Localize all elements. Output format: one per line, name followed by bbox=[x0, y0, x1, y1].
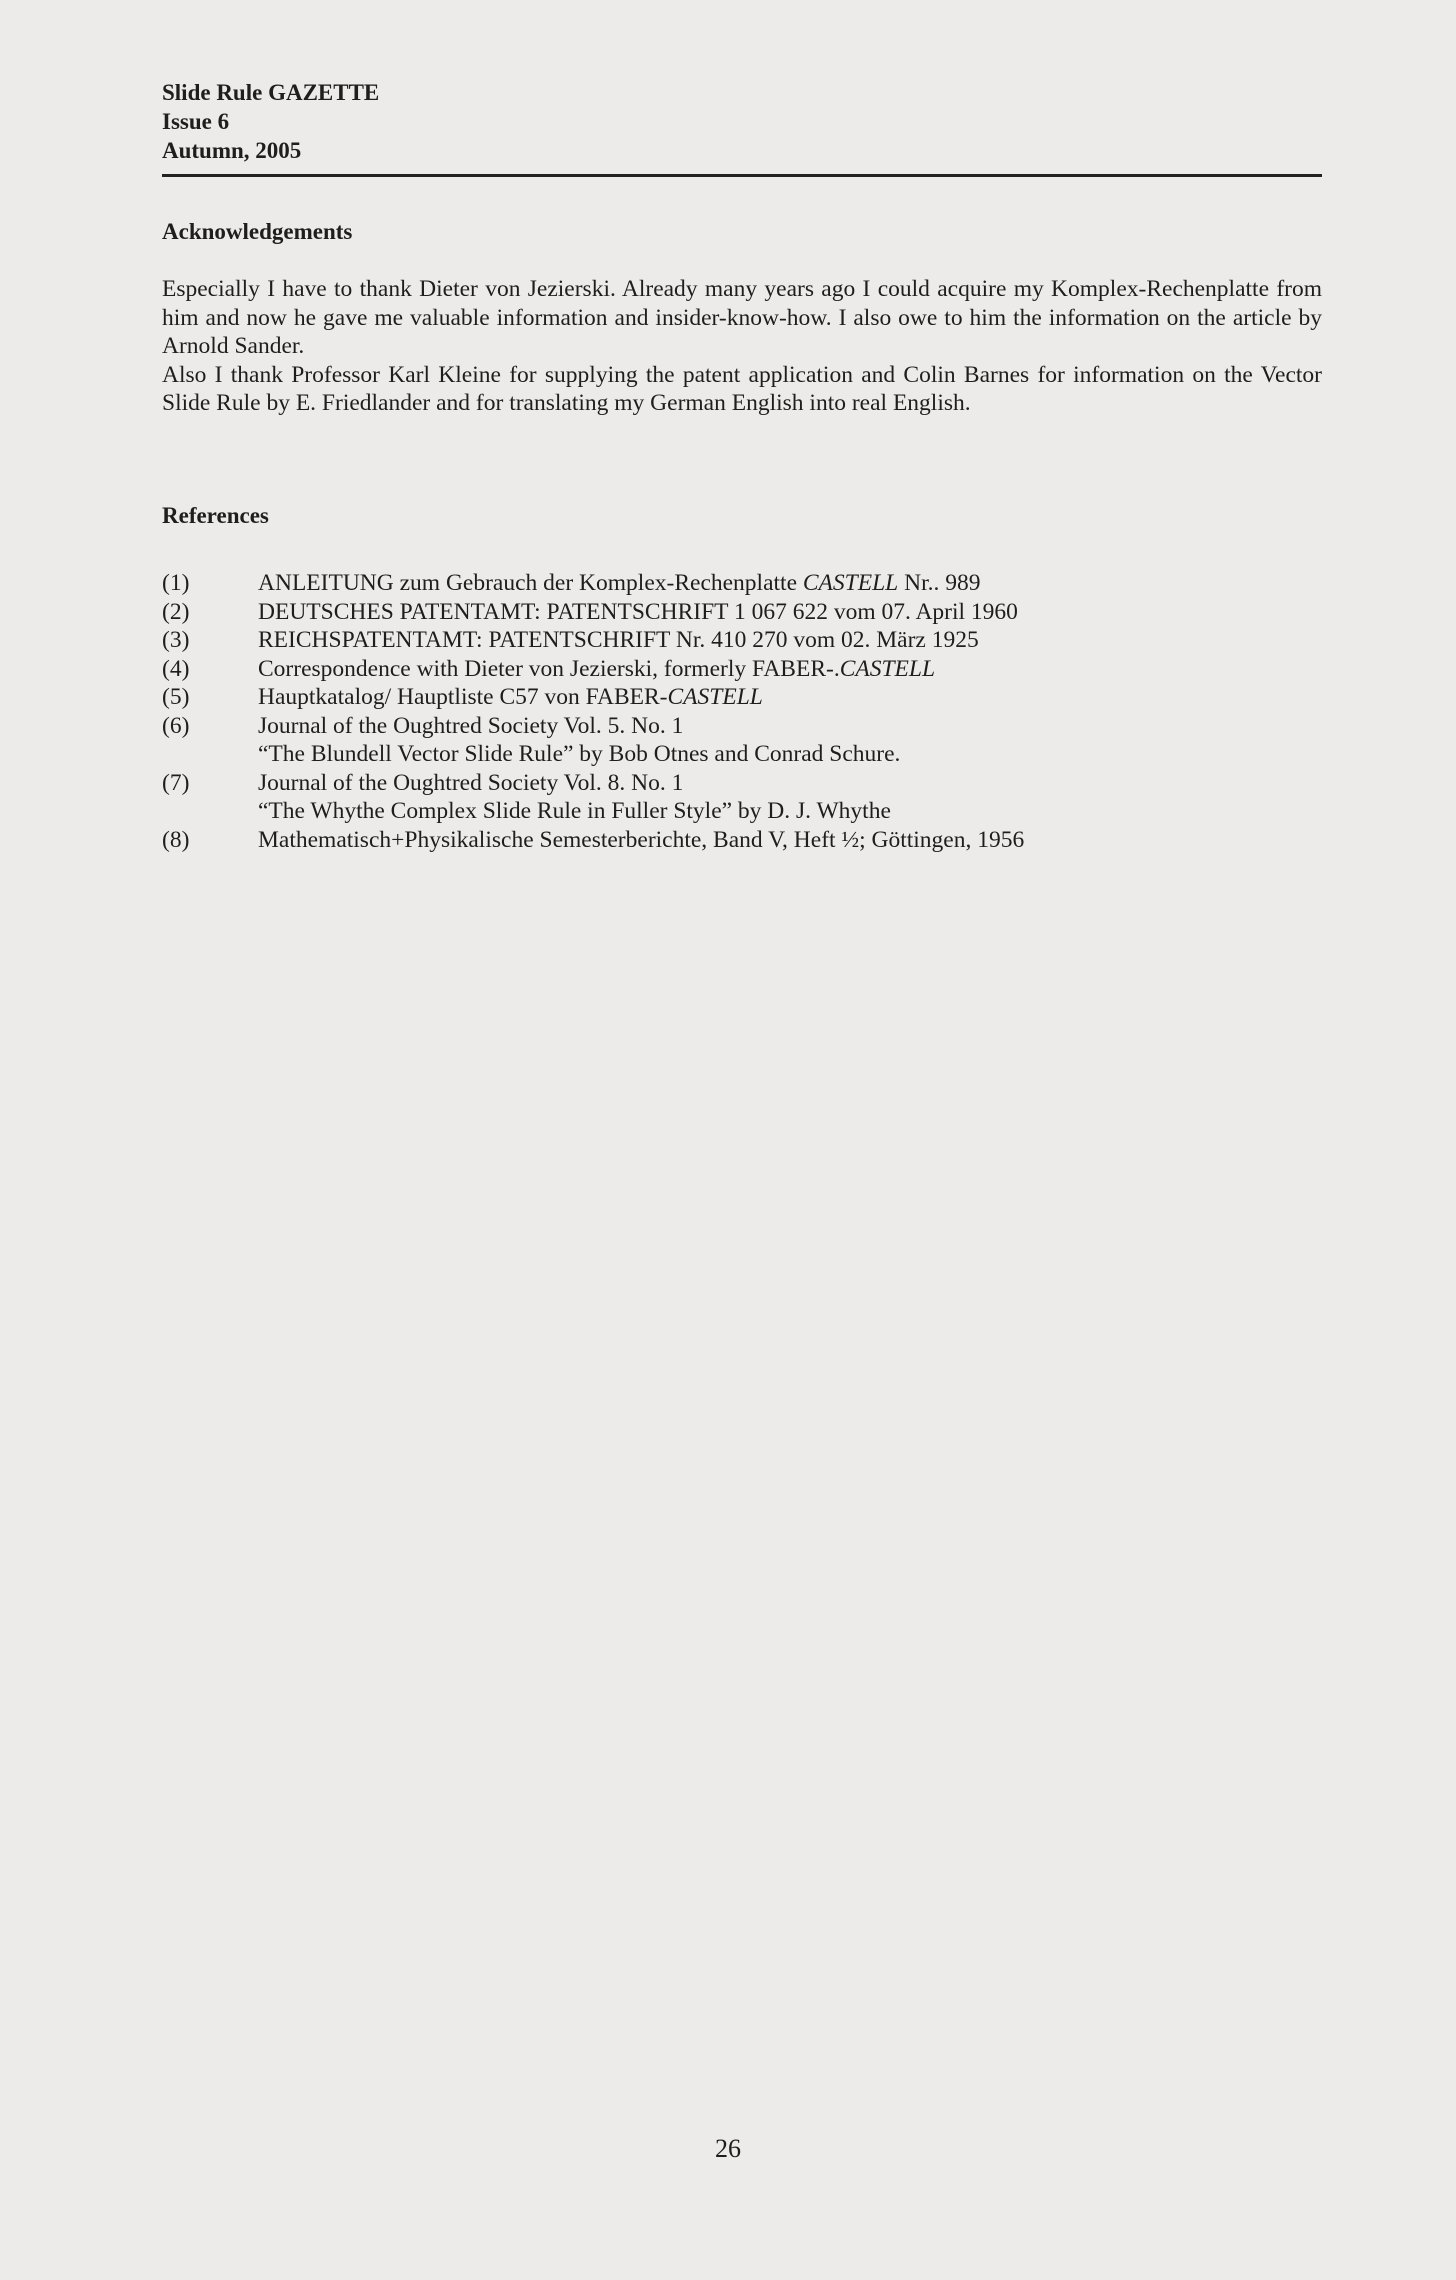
reference-item bbox=[162, 569, 1322, 598]
reference-item bbox=[162, 712, 1322, 769]
reference-number: (5) bbox=[162, 684, 190, 710]
reference-text bbox=[258, 569, 1322, 598]
reference-line bbox=[258, 655, 1322, 684]
reference-text-part: ANLEITUNG zum Gebrauch der Komplex-Rechenplatte bbox=[258, 570, 803, 596]
reference-text bbox=[258, 655, 1322, 684]
reference-number: (8) bbox=[162, 826, 190, 853]
reference-line: DEUTSCHES PATENTAMT: PATENTSCHRIFT 1 067 622 vom 07. April 1960 bbox=[258, 598, 1018, 625]
reference-text bbox=[258, 712, 1322, 769]
references-list bbox=[162, 569, 1322, 854]
reference-line: Journal of the Oughtred Society Vol. 8. No. 1 bbox=[258, 769, 684, 796]
reference-number: (4) bbox=[162, 655, 190, 682]
acknowledgements-paragraph-2: Also I thank Professor Karl Kleine for supplying the patent application and Colin Barnes for information on the Vector Slide Rule by E. Friedlander and for translating my German English into real English. bbox=[162, 361, 1322, 416]
reference-text bbox=[258, 826, 1322, 855]
issue-date: Autumn, 2005 bbox=[162, 138, 302, 163]
reference-number: (7) bbox=[162, 769, 190, 796]
acknowledgements-heading: Acknowledgements bbox=[162, 219, 353, 244]
acknowledgements-paragraph-1: Especially I have to thank Dieter von Jezierski. Already many years ago I could acquire my Komplex-Rechenplatte from him and now he gave me valuable information and insider-know-how. I also owe to him the information on the article by Arnold Sander. bbox=[162, 276, 1322, 359]
reference-brand-italic: CASTELL bbox=[667, 684, 763, 710]
reference-text-part: Correspondence with Dieter von Jezierski, formerly FABER-. bbox=[258, 655, 840, 682]
reference-text-part: Nr.. 989 bbox=[898, 570, 981, 596]
page-number: 26 bbox=[715, 2134, 741, 2163]
reference-item bbox=[162, 683, 1322, 712]
reference-item bbox=[162, 655, 1322, 684]
reference-line: Journal of the Oughtred Society Vol. 5. No. 1 bbox=[258, 712, 684, 739]
header-divider bbox=[162, 174, 1322, 177]
gazette-header bbox=[162, 78, 1322, 165]
reference-article-title: “The Whythe Complex Slide Rule in Fuller Style” by D. J. Whythe bbox=[258, 798, 891, 824]
reference-line bbox=[258, 569, 1322, 598]
reference-text bbox=[258, 683, 1322, 712]
reference-number: (3) bbox=[162, 627, 190, 653]
references-heading: References bbox=[162, 503, 269, 528]
reference-item bbox=[162, 626, 1322, 655]
reference-text bbox=[258, 598, 1322, 627]
reference-number: (1) bbox=[162, 570, 190, 596]
reference-text-part: Hauptkatalog/ Hauptliste C57 von FABER- bbox=[258, 684, 668, 710]
reference-item bbox=[162, 598, 1322, 627]
reference-number: (2) bbox=[162, 598, 190, 625]
publication-title: Slide Rule GAZETTE bbox=[162, 80, 380, 105]
reference-item bbox=[162, 769, 1322, 826]
acknowledgements-body bbox=[162, 275, 1322, 418]
reference-line bbox=[258, 683, 1322, 712]
reference-number: (6) bbox=[162, 712, 190, 739]
reference-line: Mathematisch+Physikalische Semesterberichte, Band V, Heft ½; Göttingen, 1956 bbox=[258, 826, 1025, 853]
reference-text bbox=[258, 626, 1322, 655]
issue-number: Issue 6 bbox=[162, 109, 230, 134]
reference-line: REICHSPATENTAMT: PATENTSCHRIFT Nr. 410 270 vom 02. März 1925 bbox=[258, 627, 979, 653]
reference-brand-italic: CASTELL bbox=[802, 570, 899, 596]
reference-item bbox=[162, 826, 1322, 855]
reference-text bbox=[258, 769, 1322, 826]
reference-article-title: “The Blundell Vector Slide Rule” by Bob Otnes and Conrad Schure. bbox=[258, 741, 901, 767]
reference-brand-italic: CASTELL bbox=[839, 655, 936, 682]
